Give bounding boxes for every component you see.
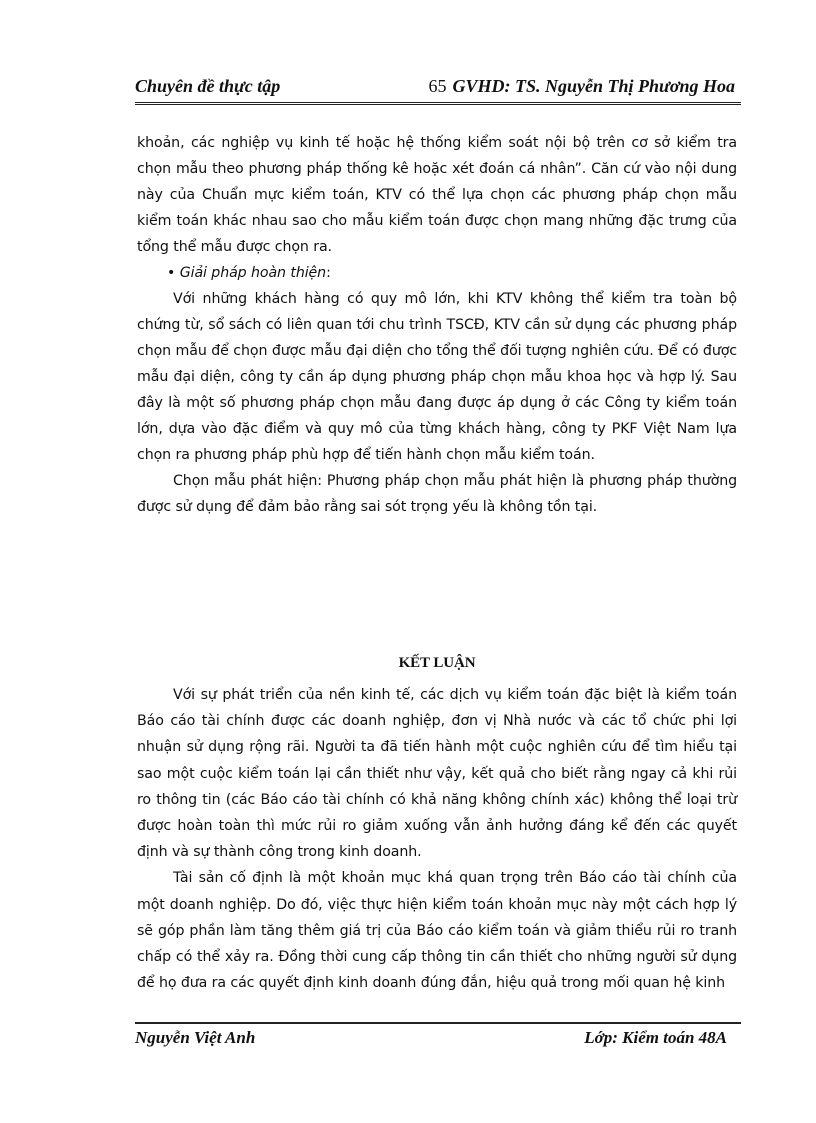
bullet-symbol: • [167, 265, 176, 281]
page-number: 65 [428, 76, 447, 96]
body-text [137, 130, 737, 520]
bullet-heading [137, 260, 737, 286]
conclusion-paragraph-1: Với sự phát triển của nền kinh tế, các dịch vụ kiểm toán đặc biệt là kiểm toán Báo cáo tài chính được các doanh nghiệp, đơn vị Nhà nước và các tổ chức phi lợi nhuận sử dụng rộng rãi. Người ta đã tiến hành một cuộc nghiên cứu để tìm hiểu tại sao một cuộc kiểm toán lại cần thiết như vậy, kết quả cho biết rằng ngay cả khi rủi ro thông tin (các Báo cáo tài chính có khả năng không chính xác) không thể loại trừ được hoàn toàn thì mức rủi ro giảm xuống vẫn ảnh hưởng đáng kể đến các quyết định và sự thành công trong kinh doanh. [137, 687, 737, 861]
body-paragraph-3: Chọn mẫu phát hiện: Phương pháp chọn mẫu phát hiện là phương pháp thường được sử dụng để đảm bảo rằng sai sót trọng yếu là không tồn tại. [137, 473, 737, 515]
bullet-suffix: : [326, 265, 331, 281]
conclusion-section [137, 652, 737, 996]
page-footer [135, 1022, 741, 1050]
page-header [135, 74, 741, 105]
header-right: GVHD: TS. Nguyễn Thị Phương Hoa [452, 76, 735, 96]
footer-class: Lớp: Kiểm toán 48A [584, 1028, 727, 1047]
conclusion-title: KẾT LUẬN [398, 655, 476, 671]
header-left: Chuyên đề thực tập [135, 76, 281, 96]
bullet-text: Giải pháp hoàn thiện [179, 265, 327, 281]
body-paragraph-2: Với những khách hàng có quy mô lớn, khi KTV không thể kiểm tra toàn bộ chứng từ, sổ sách có liên quan tới chu trình TSCĐ, KTV cần sử dụng các phương pháp chọn mẫu để chọn được mẫu đại diện cho tổng thể đối tượng nghiên cứu. Để có được mẫu đại diện, công ty cần áp dụng phương pháp chọn mẫu khoa học và hợp lý. Sau đây là một số phương pháp chọn mẫu đang được áp dụng ở các Công ty kiểm toán lớn, dựa vào đặc điểm và quy mô của từng khách hàng, công ty PKF Việt Nam lựa chọn ra phương pháp phù hợp để tiến hành chọn mẫu kiểm toán. [137, 291, 737, 463]
body-paragraph-1: khoản, các nghiệp vụ kinh tế hoặc hệ thống kiểm soát nội bộ trên cơ sở kiểm tra chọn mẫu theo phương pháp thống kê hoặc xét đoán cá nhân”. Căn cứ vào nội dung này của Chuẩn mực kiểm toán, KTV có thể lựa chọn các phương pháp chọn mẫu kiểm toán khác nhau sao cho mẫu kiểm toán được chọn mang những đặc trưng của tổng thể mẫu được chọn ra. [137, 135, 737, 255]
footer-author: Nguyễn Việt Anh [135, 1028, 256, 1047]
conclusion-paragraph-2: Tài sản cố định là một khoản mục khá quan trọng trên Báo cáo tài chính của một doanh nghiệp. Do đó, việc thực hiện kiểm toán khoản mục này một cách hợp lý sẽ góp phần làm tăng thêm giá trị của Báo cáo kiểm toán và giảm thiểu rủi ro tranh chấp có thể xảy ra. Đồng thời cung cấp thông tin cần thiết cho những người sử dụng để họ đưa ra các quyết định kinh doanh đúng đắn, hiệu quả trong mối quan hệ kinh [137, 870, 737, 992]
header-right-group [429, 76, 735, 97]
